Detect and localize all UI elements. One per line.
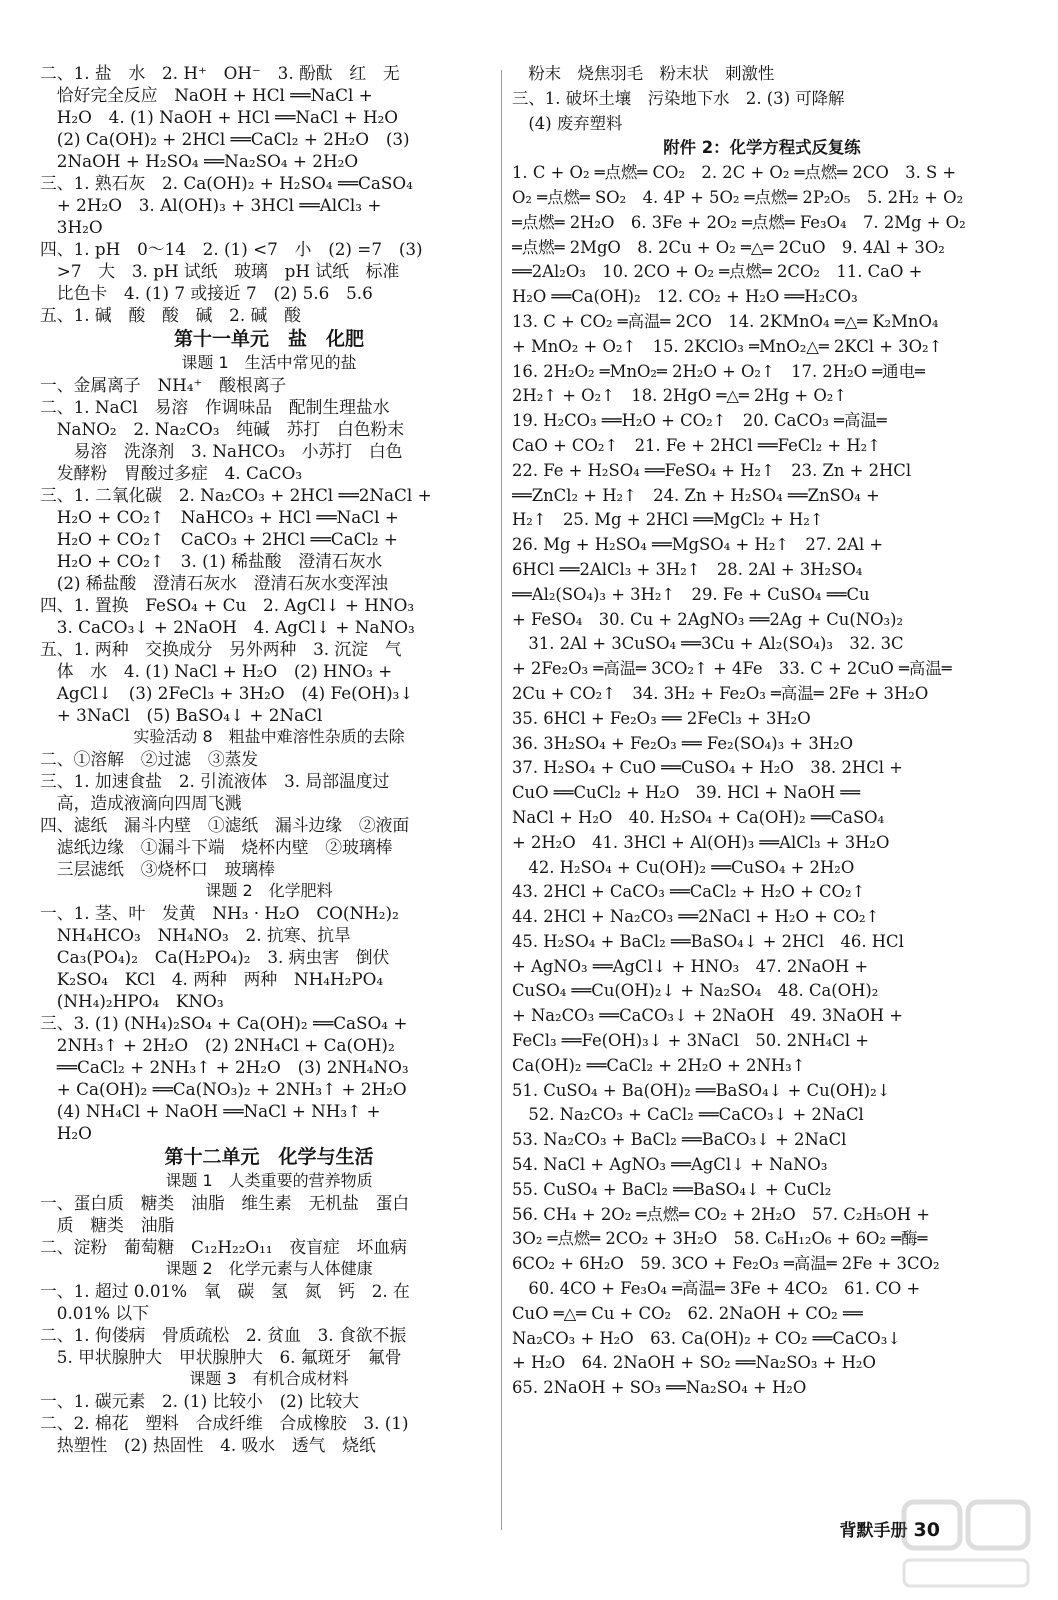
column-divider — [501, 70, 502, 1530]
text-line: (NH₄)₂HPO₄ KNO₃ — [40, 991, 224, 1011]
text-line: + AgNO₃ ══AgCl↓ + HNO₃ 47. 2NaOH + — [512, 956, 869, 976]
unit-heading: 第十二单元 化学与生活 — [164, 1146, 374, 1168]
text-line: (4) NH₄Cl + NaOH ══NaCl + NH₃↑ + — [40, 1101, 381, 1121]
text-line: Ca₃(PO₄)₂ Ca(H₂PO₄)₂ 3. 病虫害 倒伏 — [40, 947, 390, 967]
text-line: 三层滤纸 ③烧杯口 玻璃棒 — [40, 859, 275, 879]
text-line: ═点燃═ 2MgO 8. 2Cu + O₂ ═△═ 2CuO 9. 4Al + 3O₂ — [512, 237, 945, 257]
lesson-heading: 课题 2 化学元素与人体健康 — [165, 1259, 373, 1278]
text-line: K₂SO₄ KCl 4. 两种 两种 NH₄H₂PO₄ — [40, 969, 384, 989]
text-line: 43. 2HCl + CaCO₃ ══CaCl₂ + H₂O + CO₂↑ — [512, 882, 866, 902]
text-line: 体 水 4. (1) NaCl + H₂O (2) HNO₃ + — [40, 661, 393, 681]
text-line: 热塑性 (2) 热固性 4. 吸水 透气 烧纸 — [40, 1435, 376, 1455]
text-line: (2) Ca(OH)₂ + 2HCl ══CaCl₂ + 2H₂O (3) — [40, 129, 410, 149]
lesson-heading: 实验活动 8 粗盐中难溶性杂质的去除 — [133, 727, 405, 746]
text-line: H₂↑ 25. Mg + 2HCl ══MgCl₂ + H₂↑ — [512, 510, 824, 530]
text-line: 53. Na₂CO₃ + BaCl₂ ══BaCO₃↓ + 2NaCl — [512, 1130, 847, 1150]
text-line: 2NH₃↑ + 2H₂O (2) 2NH₄Cl + Ca(OH)₂ — [40, 1035, 395, 1055]
text-line: 31. 2Al + 3CuSO₄ ══3Cu + Al₂(SO₄)₃ 32. 3C — [512, 634, 904, 654]
text-line: 二、1. 盐 水 2. H⁺ OH⁻ 3. 酚酞 红 无 — [40, 63, 400, 83]
text-line: 三、3. (1) (NH₄)₂SO₄ + Ca(OH)₂ ══CaSO₄ + — [40, 1013, 408, 1033]
text-line: 2Cu + CO₂↑ 34. 3H₂ + Fe₂O₃ ═高温═ 2Fe + 3H₂O — [512, 683, 929, 703]
text-line: 51. CuSO₄ + Ba(OH)₂ ══BaSO₄↓ + Cu(OH)₂↓ — [512, 1080, 891, 1100]
text-line: 高，造成液滴向四周飞溅 — [40, 793, 242, 813]
text-line: (4) 废弃塑料 — [512, 113, 623, 133]
text-line: 65. 2NaOH + SO₃ ══Na₂SO₄ + H₂O — [512, 1378, 807, 1398]
text-line: 6CO₂ + 6H₂O 59. 3CO + Fe₂O₃ ═高温═ 2Fe + 3CO₂ — [512, 1254, 940, 1274]
text-line: AgCl↓ (3) 2FeCl₃ + 3H₂O (4) Fe(OH)₃↓ — [40, 683, 414, 703]
lesson-heading: 课题 2 化学肥料 — [205, 881, 333, 900]
page-number: 30 — [913, 1519, 940, 1541]
text-line: 三、1. 破坏土壤 污染地下水 2. (3) 可降解 — [512, 88, 845, 108]
text-line: + FeSO₄ 30. Cu + 2AgNO₃ ══2Ag + Cu(NO₃)₂ — [512, 609, 904, 629]
text-line: 滤纸边缘 ①漏斗下端 烧杯内壁 ②玻璃棒 — [40, 837, 393, 857]
text-line: 6HCl ══2AlCl₃ + 3H₂↑ 28. 2Al + 3H₂SO₄ — [512, 559, 863, 579]
text-line: 二、1. 佝偻病 骨质疏松 2. 贫血 3. 食欲不振 — [40, 1325, 407, 1345]
text-line: 44. 2HCl + Na₂CO₃ ══2NaCl + H₂O + CO₂↑ — [512, 907, 880, 927]
text-line: 四、滤纸 漏斗内壁 ①滤纸 漏斗边缘 ②液面 — [40, 815, 410, 835]
text-line: 一、1. 超过 0.01% 氧 碳 氢 氮 钙 2. 在 — [40, 1281, 410, 1301]
text-line: + H₂O 64. 2NaOH + SO₂ ══Na₂SO₃ + H₂O — [512, 1353, 876, 1373]
text-line: CaO + CO₂↑ 21. Fe + 2HCl ══FeCl₂ + H₂↑ — [512, 435, 881, 455]
text-line: + 2H₂O 41. 3HCl + Al(OH)₃ ══AlCl₃ + 3H₂O — [512, 832, 890, 852]
text-line: O₂ ═点燃═ SO₂ 4. 4P + 5O₂ ═点燃═ 2P₂O₅ 5. 2H₂ + O₂ — [512, 187, 964, 207]
text-line: H₂O + CO₂↑ NaHCO₃ + HCl ══NaCl + — [40, 507, 399, 527]
text-line: 2NaOH + H₂SO₄ ══Na₂SO₄ + 2H₂O — [40, 151, 359, 171]
text-line: H₂O + CO₂↑ 3. (1) 稀盐酸 澄清石灰水 — [40, 551, 383, 571]
text-line: 二、1. NaCl 易溶 作调味品 配制生理盐水 — [40, 397, 390, 417]
text-line: ══CaCl₂ + 2NH₃↑ + 2H₂O (3) 2NH₄NO₃ — [40, 1057, 409, 1077]
text-line: 3H₂O — [40, 217, 103, 237]
text-line: 二、①溶解 ②过滤 ③蒸发 — [40, 749, 259, 769]
text-line: 粉末 烧焦羽毛 粉末状 刺激性 — [512, 64, 775, 83]
text-line: 发酵粉 胃酸过多症 4. CaCO₃ — [40, 463, 303, 483]
text-line: 26. Mg + H₂SO₄ ══MgSO₄ + H₂↑ 27. 2Al + — [512, 535, 884, 555]
text-line: 一、金属离子 NH₄⁺ 酸根离子 — [40, 375, 287, 395]
lesson-heading: 课题 1 人类重要的营养物质 — [165, 1171, 373, 1190]
footer-label: 背默手册 — [839, 1521, 908, 1541]
text-line: 一、1. 碳元素 2. (1) 比较小 (2) 比较大 — [40, 1391, 360, 1411]
text-line: 二、淀粉 葡萄糖 C₁₂H₂₂O₁₁ 夜盲症 坏血病 — [40, 1237, 407, 1257]
text-line: 2H₂↑ + O₂↑ 18. 2HgO ═△═ 2Hg + O₂↑ — [512, 386, 848, 406]
text-line: 恰好完全反应 NaOH + HCl ══NaCl + — [40, 85, 373, 105]
text-line: CuSO₄ ══Cu(OH)₂↓ + Na₂SO₄ 48. Ca(OH)₂ — [512, 981, 879, 1001]
text-line: + 2H₂O 3. Al(OH)₃ + 3HCl ══AlCl₃ + — [40, 195, 382, 215]
text-line: 三、1. 加速食盐 2. 引流液体 3. 局部温度过 — [40, 771, 390, 791]
text-line: NaNO₂ 2. Na₂CO₃ 纯碱 苏打 白色粉末 — [40, 419, 405, 439]
text-line: 一、蛋白质 糖类 油脂 维生素 无机盐 蛋白 — [40, 1193, 410, 1213]
text-line: 35. 6HCl + Fe₂O₃ ══ 2FeCl₃ + 3H₂O — [512, 708, 811, 728]
text-line: 二、2. 棉花 塑料 合成纤维 合成橡胶 3. (1) — [40, 1413, 409, 1433]
text-line: + 3NaCl (5) BaSO₄↓ + 2NaCl — [40, 705, 323, 725]
text-line: 三、1. 熟石灰 2. Ca(OH)₂ + H₂SO₄ ══CaSO₄ — [40, 173, 413, 193]
text-line: 22. Fe + H₂SO₄ ══FeSO₄ + H₂↑ 23. Zn + 2HCl — [512, 460, 912, 480]
text-line: ══Al₂(SO₄)₃ + 3H₂↑ 29. Fe + CuSO₄ ══Cu — [512, 584, 870, 604]
text-line: ══2Al₂O₃ 10. 2CO + O₂ ═点燃═ 2CO₂ 11. CaO + — [512, 262, 923, 282]
text-line: Na₂CO₃ + H₂O 63. Ca(OH)₂ + CO₂ ══CaCO₃↓ — [512, 1328, 902, 1348]
text-line: H₂O ══Ca(OH)₂ 12. CO₂ + H₂O ══H₂CO₃ — [512, 287, 858, 307]
lesson-heading: 课题 1 生活中常见的盐 — [181, 353, 357, 372]
text-line: >7 大 3. pH 试纸 玻璃 pH 试纸 标准 — [40, 261, 400, 281]
text-line: 一、1. 茎、叶 发黄 NH₃ · H₂O CO(NH₂)₂ — [40, 903, 399, 923]
text-line: 3O₂ ═点燃═ 2CO₂ + 3H₂O 58. C₆H₁₂O₆ + 6O₂ ═酶═ — [512, 1229, 928, 1249]
text-line: 三、1. 二氧化碳 2. Na₂CO₃ + 2HCl ══2NaCl + — [40, 485, 432, 505]
text-line: 54. NaCl + AgNO₃ ══AgCl↓ + NaNO₃ — [512, 1155, 828, 1175]
text-line: 四、1. pH 0～14 2. (1) <7 小 (2) =7 (3) — [40, 239, 423, 259]
text-line: 0.01% 以下 — [40, 1303, 149, 1323]
text-line: 五、1. 碱 酸 酸 碱 2. 碱 酸 — [40, 305, 301, 325]
text-line: ═点燃═ 2H₂O 6. 3Fe + 2O₂ ═点燃═ Fe₃O₄ 7. 2Mg + O₂ — [512, 212, 966, 232]
unit-heading: 第十一单元 盐 化肥 — [173, 328, 364, 350]
text-line: 56. CH₄ + 2O₂ ═点燃═ CO₂ + 2H₂O 57. C₂H₅OH + — [512, 1204, 930, 1224]
text-line: 四、1. 置换 FeSO₄ + Cu 2. AgCl↓ + HNO₃ — [40, 595, 415, 615]
text-line: H₂O — [40, 1123, 92, 1143]
appendix-heading: 附件 2：化学方程式反复练 — [663, 138, 861, 158]
left-column — [40, 62, 498, 1456]
text-line: 52. Na₂CO₃ + CaCl₂ ══CaCO₃↓ + 2NaCl — [512, 1105, 864, 1125]
right-column — [512, 62, 1012, 1401]
text-line: 55. CuSO₄ + BaCl₂ ══BaSO₄↓ + CuCl₂ — [512, 1179, 832, 1199]
text-line: Ca(OH)₂ ══CaCl₂ + 2H₂O + 2NH₃↑ — [512, 1055, 806, 1075]
text-line: ══ZnCl₂ + H₂↑ 24. Zn + H₂SO₄ ══ZnSO₄ + — [512, 485, 880, 505]
text-line: 5. 甲状腺肿大 甲状腺肿大 6. 氟斑牙 氟骨 — [40, 1347, 402, 1367]
text-line: NH₄HCO₃ NH₄NO₃ 2. 抗寒、抗旱 — [40, 925, 351, 945]
text-line: 37. H₂SO₄ + CuO ══CuSO₄ + H₂O 38. 2HCl + — [512, 758, 903, 778]
text-line: 3. CaCO₃↓ + 2NaOH 4. AgCl↓ + NaNO₃ — [40, 617, 415, 637]
text-line: 1. C + O₂ ═点燃═ CO₂ 2. 2C + O₂ ═点燃═ 2CO 3. S + — [512, 163, 957, 183]
text-line: CuO ══CuCl₂ + H₂O 39. HCl + NaOH ══ — [512, 783, 861, 803]
text-line: 易溶 洗涤剂 3. NaHCO₃ 小苏打 白色 — [40, 441, 403, 461]
text-line: 36. 3H₂SO₄ + Fe₂O₃ ══ Fe₂(SO₄)₃ + 3H₂O — [512, 733, 854, 753]
text-line: 五、1. 两种 交换成分 另外两种 3. 沉淀 气 — [40, 639, 402, 659]
text-line: 60. 4CO + Fe₃O₄ ═高温═ 3Fe + 4CO₂ 61. CO + — [512, 1279, 921, 1299]
text-line: + Na₂CO₃ ══CaCO₃↓ + 2NaOH 49. 3NaOH + — [512, 1006, 904, 1026]
text-line: 45. H₂SO₄ + BaCl₂ ══BaSO₄↓ + 2HCl 46. HCl — [512, 931, 904, 951]
text-line: NaCl + H₂O 40. H₂SO₄ + Ca(OH)₂ ══CaSO₄ — [512, 807, 885, 827]
text-line: (2) 稀盐酸 澄清石灰水 澄清石灰水变浑浊 — [40, 573, 388, 593]
text-line: 19. H₂CO₃ ══H₂O + CO₂↑ 20. CaCO₃ ═高温═ — [512, 411, 887, 431]
text-line: 13. C + CO₂ ═高温═ 2CO 14. 2KMnO₄ ═△═ K₂MnO₄ — [512, 311, 939, 331]
text-line: CuO ═△═ Cu + CO₂ 62. 2NaOH + CO₂ ══ — [512, 1303, 863, 1323]
text-line: + Ca(OH)₂ ══Ca(NO₃)₂ + 2NH₃↑ + 2H₂O — [40, 1079, 407, 1099]
text-line: H₂O + CO₂↑ CaCO₃ + 2HCl ══CaCl₂ + — [40, 529, 398, 549]
text-line: + 2Fe₂O₃ ═高温═ 3CO₂↑ + 4Fe 33. C + 2CuO ═高温═ — [512, 659, 952, 679]
lesson-heading: 课题 3 有机合成材料 — [189, 1369, 349, 1388]
text-line: 42. H₂SO₄ + Cu(OH)₂ ══CuSO₄ + 2H₂O — [512, 857, 855, 877]
text-line: 质 糖类 油脂 — [40, 1215, 175, 1235]
text-line: 比色卡 4. (1) 7 或接近 7 (2) 5.6 5.6 — [40, 283, 373, 303]
text-line: H₂O 4. (1) NaOH + HCl ══NaCl + H₂O — [40, 107, 399, 127]
text-line: + MnO₂ + O₂↑ 15. 2KClO₃ ═MnO₂△═ 2KCl + 3O₂↑ — [512, 336, 943, 356]
text-line: FeCl₃ ══Fe(OH)₃↓ + 3NaCl 50. 2NH₄Cl + — [512, 1031, 869, 1051]
text-line: 16. 2H₂O₂ ═MnO₂═ 2H₂O + O₂↑ 17. 2H₂O ═通电═ — [512, 361, 925, 381]
watermark-logo — [898, 1496, 1036, 1592]
